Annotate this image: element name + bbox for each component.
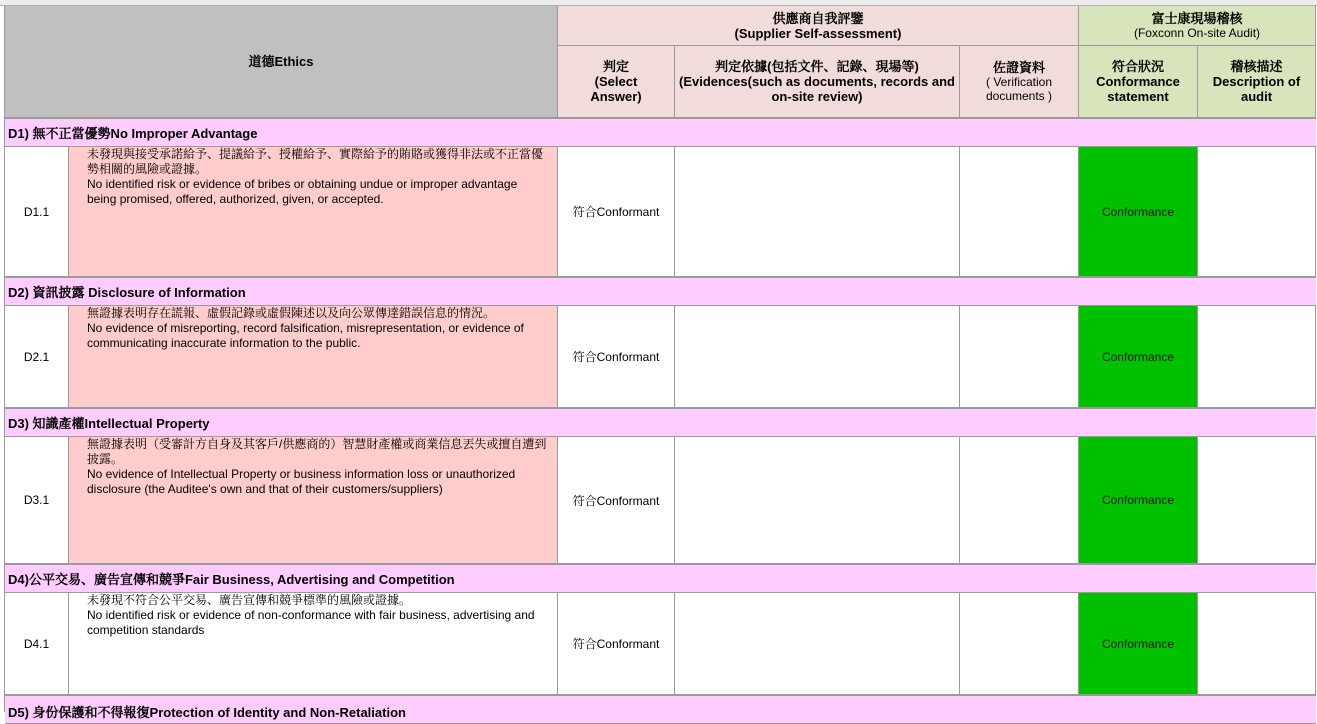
- section-title: D5) 身份保護和不得報復Protection of Identity and Non-Retaliation: [8, 705, 406, 720]
- verification-cell[interactable]: [960, 306, 1079, 408]
- section-header-d3[interactable]: [5, 408, 1316, 437]
- select-cn: 判定: [602, 59, 629, 74]
- verification-cell[interactable]: [960, 593, 1079, 695]
- requirement-cn: 未發現不符合公平交易、廣告宣傳和競爭標準的風險或證據。: [87, 593, 412, 607]
- verification-en2: documents ): [985, 89, 1053, 103]
- audit-desc-en2: audit: [1240, 89, 1273, 104]
- requirement-en: No evidence of misreporting, record falsification, misrepresentation, or evidence of communicating inaccurate information to the public.: [87, 321, 524, 350]
- self-assessment-en: (Supplier Self-assessment): [734, 25, 902, 41]
- evidence-header[interactable]: [675, 46, 960, 118]
- conformance-header[interactable]: [1079, 46, 1198, 118]
- verification-cell[interactable]: [960, 147, 1079, 277]
- section-header-d2[interactable]: [5, 277, 1316, 306]
- requirement-cell[interactable]: [69, 306, 558, 408]
- self-assessment-cn: 供應商自我評鑒: [772, 10, 864, 26]
- conformance-value: Conformance: [1101, 493, 1175, 507]
- audit-desc-cn: 稽核描述: [1230, 59, 1283, 74]
- conformance-en1: Conformance: [1096, 74, 1180, 89]
- section-header-d4[interactable]: [5, 564, 1316, 593]
- onsite-audit-cn: 富士康現場稽核: [1151, 10, 1243, 26]
- conformance-value: Conformance: [1101, 636, 1175, 651]
- ethics-title: 道德Ethics: [248, 54, 314, 69]
- requirement-cell[interactable]: [69, 593, 558, 695]
- ethics-header[interactable]: [5, 6, 558, 118]
- row-id-cell[interactable]: [5, 593, 69, 695]
- requirement-cn: 無證據表明（受審計方自身及其客戶/供應商的）智慧財產權或商業信息丟失或擅自遭到披露。: [87, 437, 547, 466]
- evidence-cell[interactable]: [675, 306, 960, 408]
- answer-value: 符合Conformant: [572, 350, 660, 364]
- section-header-d1[interactable]: [5, 118, 1316, 147]
- select-answer-header[interactable]: [558, 46, 675, 118]
- conformance-cell[interactable]: [1079, 437, 1198, 564]
- select-en2: Answer): [590, 89, 642, 104]
- section-title: D3) 知識產權Intellectual Property: [8, 416, 210, 431]
- answer-cell[interactable]: [558, 147, 675, 277]
- section-header-d5[interactable]: [5, 695, 1316, 724]
- row-id-cell[interactable]: [5, 306, 69, 408]
- requirement-cn: 未發現與接受承諾給予、提議給予、授權給予、實際給予的賄賂或獲得非法或不正當優勢相關的風險或證據。: [87, 147, 544, 176]
- answer-value: 符合Conformant: [572, 205, 660, 219]
- conformance-cn: 符合狀況: [1111, 59, 1164, 74]
- onsite-audit-header[interactable]: [1079, 6, 1316, 46]
- row-id-cell[interactable]: [5, 437, 69, 564]
- audit-description-cell[interactable]: [1198, 147, 1316, 277]
- conformance-value: Conformance: [1101, 349, 1175, 364]
- answer-cell[interactable]: [558, 437, 675, 564]
- conformance-cell[interactable]: [1079, 147, 1198, 277]
- section-title: D2) 資訊披露 Disclosure of Information: [8, 285, 246, 300]
- row-id: D2.1: [23, 349, 50, 364]
- conformance-cell[interactable]: [1079, 593, 1198, 695]
- row-id: D1.1: [23, 204, 50, 219]
- requirement-en: No evidence of Intellectual Property or business information loss or unauthorized disclosure (the Auditee's own and that of their customers/suppliers): [87, 467, 516, 496]
- row-id-cell[interactable]: [5, 147, 69, 277]
- verification-en1: ( Verification: [985, 75, 1053, 89]
- section-title: D1) 無不正當優勢No Improper Advantage: [8, 126, 258, 141]
- row-id: D4.1: [23, 636, 50, 651]
- requirement-en: No identified risk or evidence of bribes or obtaining undue or improper advantage being promised, offered, authorized, given, or accepted.: [87, 177, 518, 206]
- section-title: D4)公平交易、廣告宣傳和競爭Fair Business, Advertising and Competition: [8, 572, 455, 587]
- audit-description-cell[interactable]: [1198, 593, 1316, 695]
- evidence-cell[interactable]: [675, 147, 960, 277]
- audit-description-cell[interactable]: [1198, 437, 1316, 564]
- audit-description-header[interactable]: [1198, 46, 1316, 118]
- evidence-cn: 判定依據(包括文件、記錄、現場等): [715, 59, 919, 74]
- answer-cell[interactable]: [558, 306, 675, 408]
- verification-header[interactable]: [960, 46, 1079, 118]
- conformance-cell[interactable]: [1079, 306, 1198, 408]
- evidence-cell[interactable]: [675, 593, 960, 695]
- audit-description-cell[interactable]: [1198, 306, 1316, 408]
- conformance-value: Conformance: [1101, 204, 1175, 219]
- requirement-cn: 無證據表明存在謊報、虛假記錄或虛假陳述以及向公眾傳達錯誤信息的情況。: [87, 306, 496, 320]
- verification-cell[interactable]: [960, 437, 1079, 564]
- requirement-cell[interactable]: [69, 147, 558, 277]
- self-assessment-header[interactable]: [558, 6, 1079, 46]
- evidence-en1: (Evidences(such as documents, records and: [679, 74, 955, 89]
- row-id: D3.1: [23, 493, 50, 507]
- evidence-en2: on-site review): [771, 89, 863, 104]
- onsite-audit-en: (Foxconn On-site Audit): [1133, 25, 1261, 40]
- answer-value: 符合Conformant: [572, 493, 660, 508]
- audit-desc-en1: Description of: [1212, 74, 1301, 89]
- requirement-cell[interactable]: [69, 437, 558, 564]
- evidence-cell[interactable]: [675, 437, 960, 564]
- select-en1: (Select: [594, 74, 638, 89]
- answer-value: 符合Conformant: [572, 637, 660, 651]
- answer-cell[interactable]: [558, 593, 675, 695]
- conformance-en2: statement: [1107, 89, 1169, 104]
- requirement-en: No identified risk or evidence of non-conformance with fair business, advertising and competition standards: [87, 608, 535, 637]
- verification-cn: 佐證資料: [992, 60, 1045, 75]
